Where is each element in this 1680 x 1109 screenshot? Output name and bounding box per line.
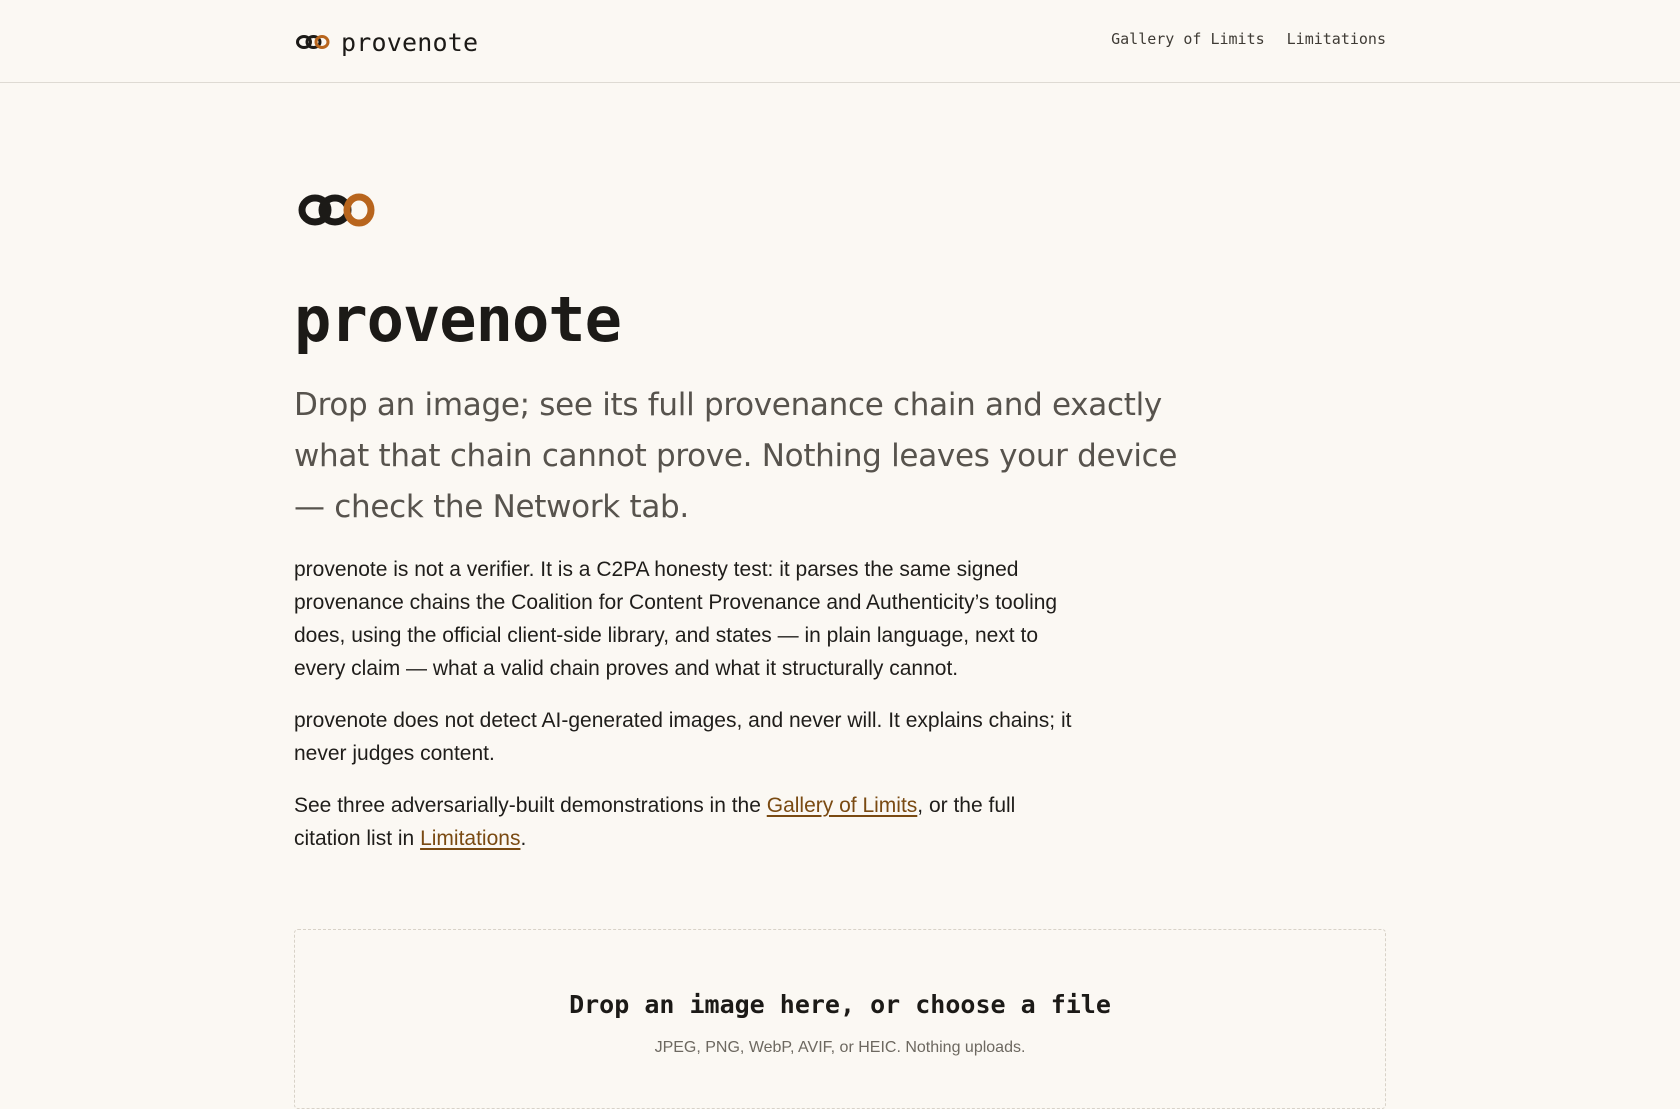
gallery-of-limits-link[interactable]: Gallery of Limits xyxy=(766,794,918,817)
intro-paragraph-1: provenote is not a verifier. It is a C2PA honesty test: it parses the same signed provenance chains the Coalition for Content Provenance and Authenticity’s tooling does, using the official client-side library, and states — in plain language, next to every claim — what a valid chain proves and what it structurally cannot. xyxy=(294,558,1058,680)
intro-text: . xyxy=(520,827,527,850)
intro-paragraph-2: provenote does not detect AI-generated images, and never will. It explains chains; it never judges content. xyxy=(294,709,1072,765)
page-title: provenote xyxy=(294,283,621,356)
top-nav xyxy=(1111,30,1386,48)
site-header xyxy=(0,0,1680,83)
intro-text: See three adversarially-built demonstrations in the xyxy=(294,794,767,817)
tagline: Drop an image; see its full provenance chain and exactly what that chain cannot prove. Nothing leaves your device — check the Network tab. xyxy=(294,387,1178,525)
nav-limitations[interactable]: Limitations xyxy=(1286,30,1386,48)
chain-links-logo-icon xyxy=(298,191,378,229)
image-dropzone[interactable] xyxy=(294,929,1386,1109)
dropzone-subtitle: JPEG, PNG, WebP, AVIF, or HEIC. Nothing uploads. xyxy=(654,1039,1026,1056)
intro-text: , or the full citation list in xyxy=(294,794,1016,850)
nav-gallery-of-limits[interactable]: Gallery of Limits xyxy=(1111,30,1265,48)
brand-name: provenote xyxy=(341,27,479,57)
chain-links-logo-icon xyxy=(295,33,331,51)
intro-paragraph-3 xyxy=(294,789,1084,855)
limitations-link[interactable]: Limitations xyxy=(420,827,521,850)
dropzone-title[interactable]: Drop an image here, or choose a file xyxy=(569,990,1111,1019)
brand-home-link[interactable] xyxy=(295,22,478,62)
